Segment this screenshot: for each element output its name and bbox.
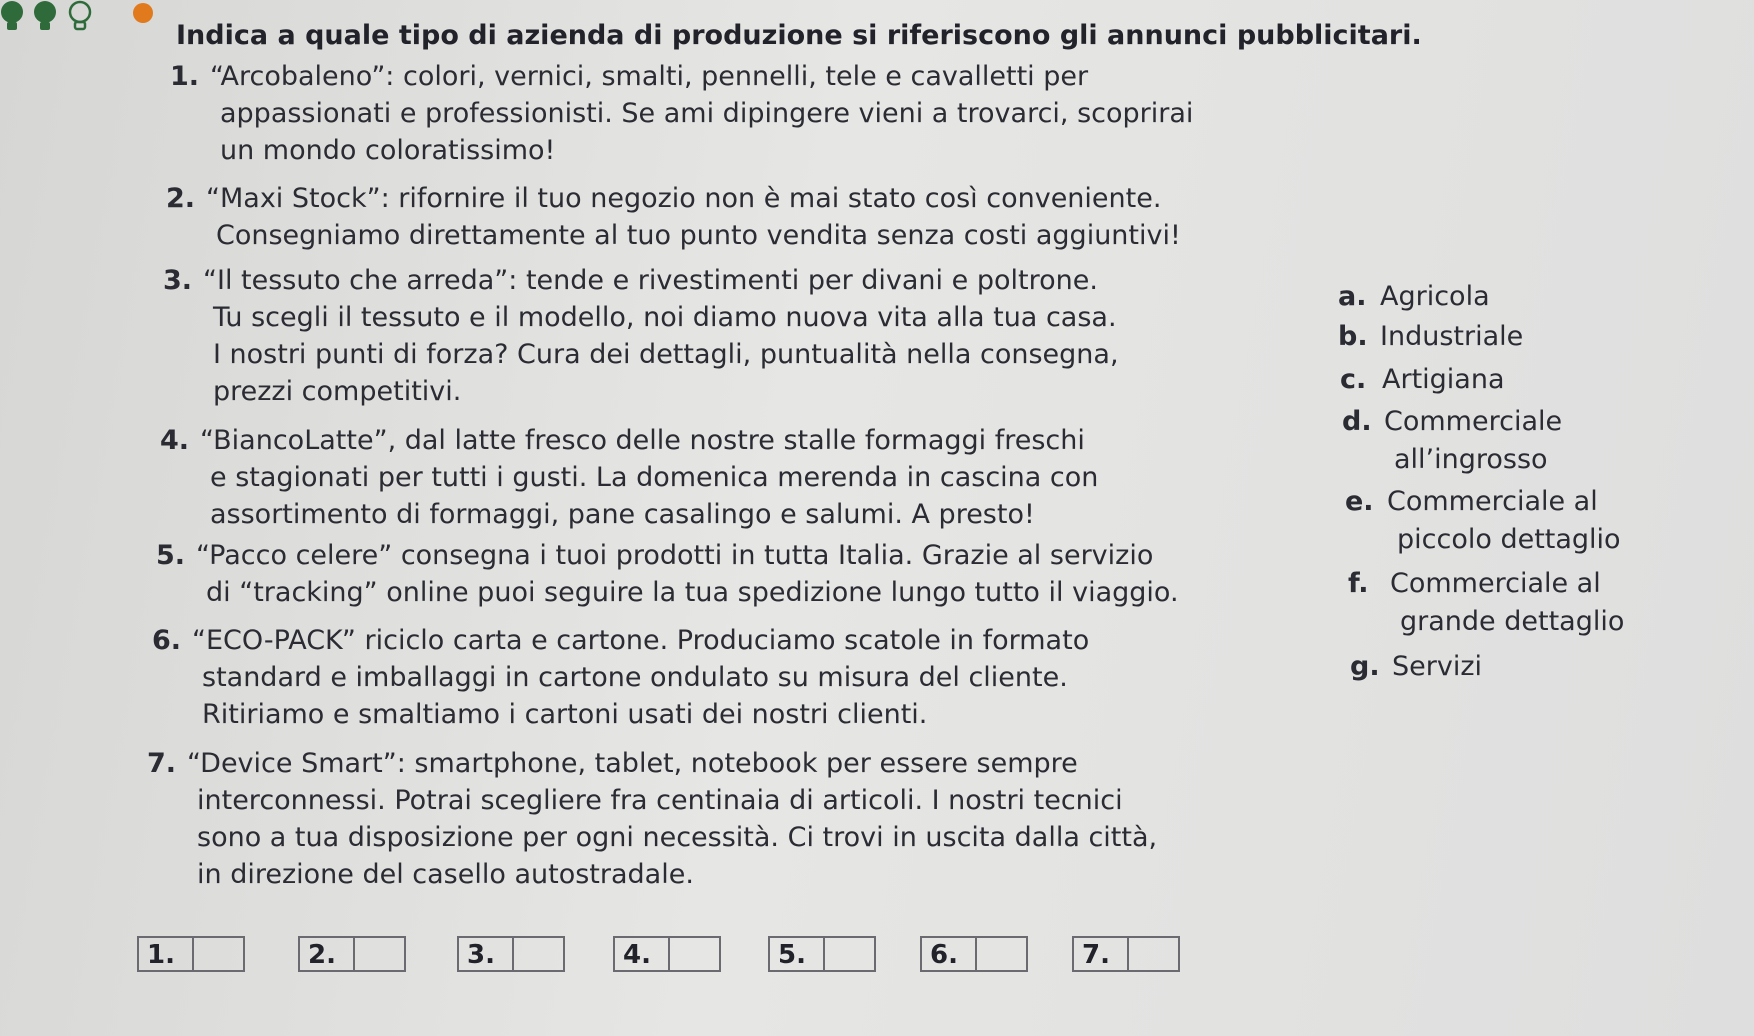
item-line: di “tracking” online puoi seguire la tua spedizione lungo tutto il viaggio. [206,577,1179,608]
option-text: all’ingrosso [1394,444,1548,475]
ad-item-7 [147,745,1157,893]
item-number: 2. [166,183,196,214]
answer-input[interactable] [355,938,404,970]
answer-input[interactable] [825,938,874,970]
item-line: prezzi competitivi. [213,376,462,407]
item-number: 6. [152,625,182,656]
option-letter: f. [1348,568,1369,599]
item-line: “ECO-PACK” riciclo carta e cartone. Produciamo scatole in formato [192,625,1090,656]
answer-label: 3. [459,938,514,970]
option-letter: b. [1338,321,1368,352]
answer-label: 1. [139,938,194,970]
lightbulb-icon [34,1,56,30]
option-a [1338,278,1490,316]
answer-label: 2. [300,938,355,970]
answer-box-4 [613,936,721,972]
option-b [1338,318,1523,356]
answer-row [137,936,1187,978]
item-line: “BiancoLatte”, dal latte fresco delle nostre stalle formaggi freschi [200,425,1085,456]
lightbulb-icons [0,0,110,38]
answer-label: 7. [1074,938,1129,970]
option-text: Agricola [1380,281,1490,312]
item-line: standard e imballaggi in cartone ondulato su misura del cliente. [202,662,1068,693]
answer-box-1 [137,936,245,972]
item-line: Consegniamo direttamente al tuo punto vendita senza costi aggiuntivi! [216,220,1181,251]
item-line: I nostri punti di forza? Cura dei dettagli, puntualità nella consegna, [213,339,1119,370]
item-number: 7. [147,748,177,779]
option-g [1350,648,1482,686]
item-line: “Il tessuto che arreda”: tende e rivestimenti per divani e poltrone. [203,265,1098,296]
answer-box-6 [920,936,1028,972]
exercise-title: Indica a quale tipo di azienda di produzione si riferiscono gli annunci pubblicitari. [176,20,1422,51]
item-line: “Arcobaleno”: colori, vernici, smalti, pennelli, tele e cavalletti per [210,61,1089,92]
option-text: Commerciale al [1390,568,1601,599]
option-letter: e. [1345,486,1374,517]
lightbulb-icon [1,1,23,30]
item-line: un mondo coloratissimo! [220,135,556,166]
answer-box-3 [457,936,565,972]
option-text: Commerciale al [1387,486,1598,517]
option-text: grande dettaglio [1400,606,1625,637]
item-number: 3. [163,265,193,296]
item-line: e stagionati per tutti i gusti. La domenica merenda in cascina con [210,462,1099,493]
option-text: piccolo dettaglio [1397,524,1621,555]
answer-box-2 [298,936,406,972]
item-number: 1. [170,61,200,92]
option-letter: c. [1340,364,1367,395]
item-line: “Pacco celere” consegna i tuoi prodotti in tutta Italia. Grazie al servizio [196,540,1154,571]
item-line: sono a tua disposizione per ogni necessità. Ci trovi in uscita dalla città, [197,822,1158,853]
ad-item-6 [152,622,1089,733]
item-line: Tu scegli il tessuto e il modello, noi diamo nuova vita alla tua casa. [213,302,1117,333]
option-text: Servizi [1392,651,1483,682]
option-letter: g. [1350,651,1380,682]
answer-box-7 [1072,936,1180,972]
option-letter: a. [1338,281,1367,312]
ad-item-1 [170,58,1193,169]
item-line: appassionati e professionisti. Se ami dipingere vieni a trovarci, scoprirai [220,98,1194,129]
answer-label: 4. [615,938,670,970]
option-text: Artigiana [1382,364,1505,395]
option-c [1340,361,1505,399]
exercise-badge-icon [130,2,156,28]
option-text: Industriale [1380,321,1524,352]
option-e [1345,483,1621,559]
option-f [1348,565,1624,641]
option-letter: d. [1342,406,1372,437]
answer-input[interactable] [514,938,563,970]
ad-item-4 [160,422,1098,533]
ad-item-2 [166,180,1181,254]
item-line: assortimento di formaggi, pane casalingo e salumi. A presto! [210,499,1035,530]
answer-input[interactable] [670,938,719,970]
answer-box-5 [768,936,876,972]
answer-input[interactable] [1129,938,1178,970]
ad-item-3 [163,262,1119,410]
option-d [1342,403,1562,479]
answer-input[interactable] [194,938,243,970]
item-line: interconnessi. Potrai scegliere fra centinaia di articoli. I nostri tecnici [197,785,1123,816]
item-number: 5. [156,540,186,571]
item-number: 4. [160,425,190,456]
answer-input[interactable] [977,938,1026,970]
item-line: “Maxi Stock”: rifornire il tuo negozio non è mai stato così conveniente. [206,183,1162,214]
item-line: in direzione del casello autostradale. [197,859,694,890]
lightbulb-icon [70,2,90,29]
ad-item-5 [156,537,1179,611]
item-line: Ritiriamo e smaltiamo i cartoni usati dei nostri clienti. [202,699,928,730]
answer-label: 6. [922,938,977,970]
answer-label: 5. [770,938,825,970]
item-line: “Device Smart”: smartphone, tablet, notebook per essere sempre [187,748,1078,779]
option-text: Commerciale [1384,406,1563,437]
